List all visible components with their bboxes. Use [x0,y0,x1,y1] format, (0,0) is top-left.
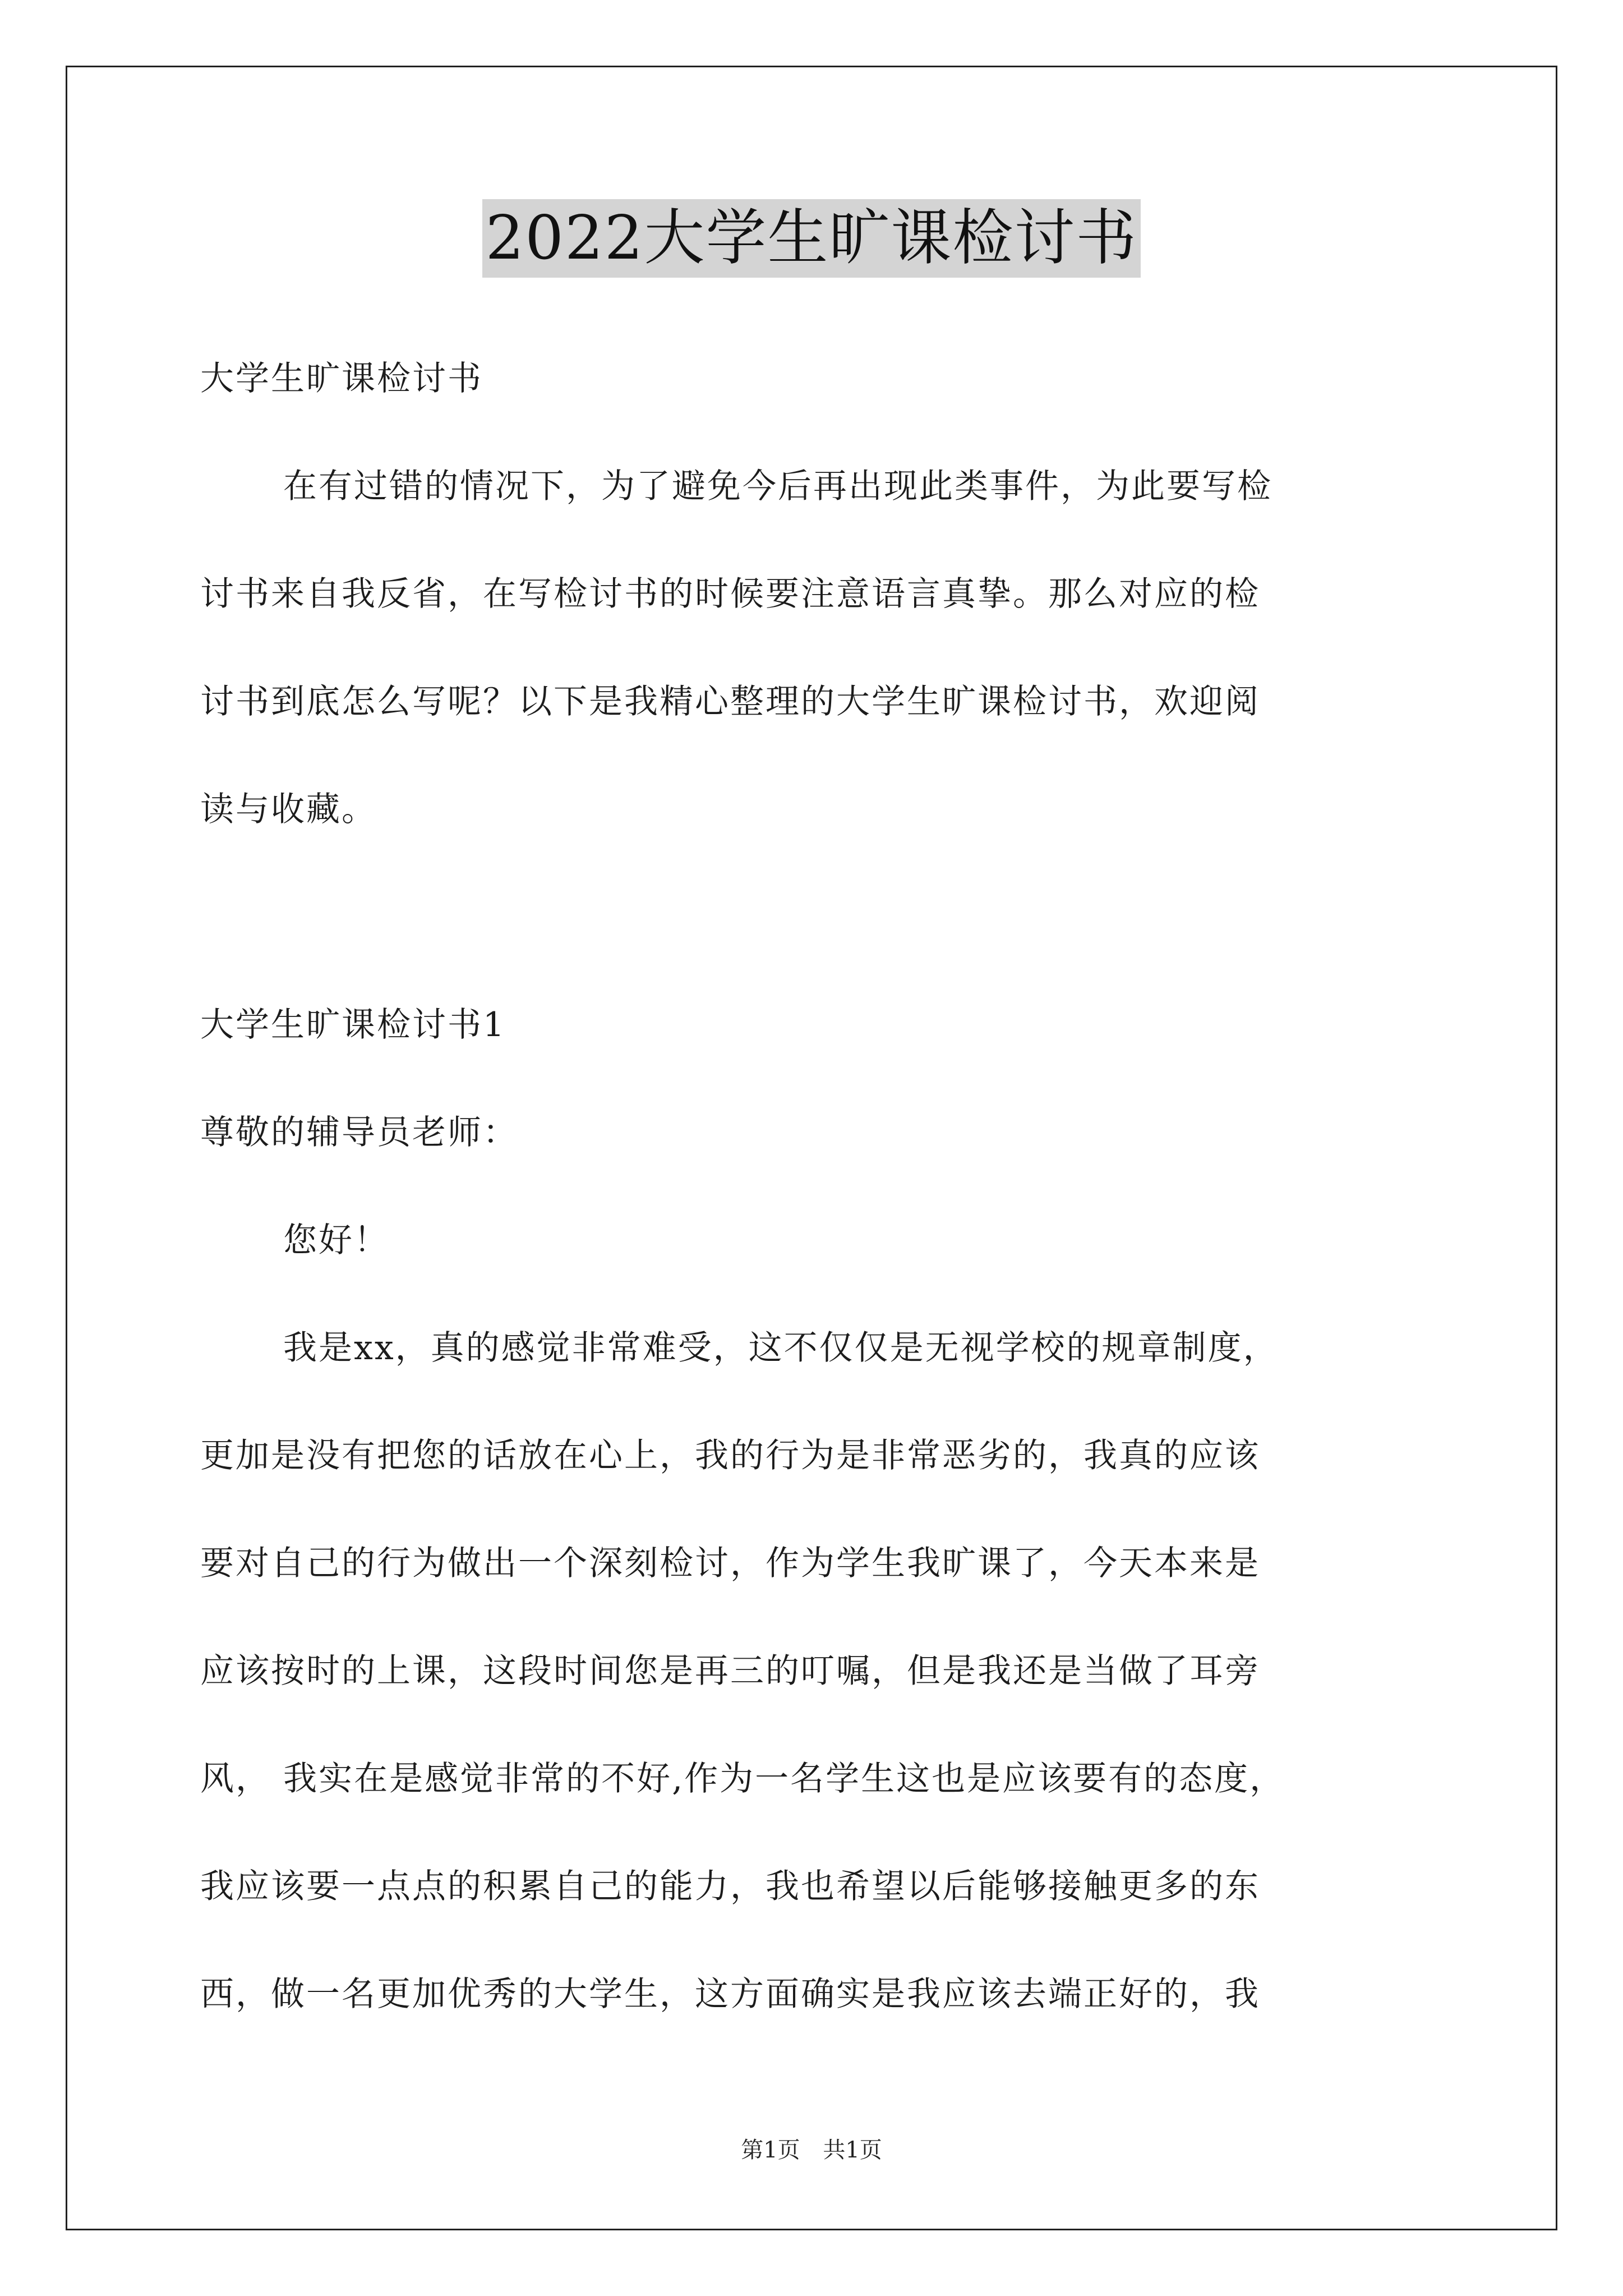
body-line-7: 西，做一名更加优秀的大学生，这方面确实是我应该去端正好的，我 [200,1975,1260,2014]
body-line-3: 要对自己的行为做出一个深刻检讨，作为学生我旷课了，今天本来是 [200,1544,1260,1583]
body-line-5: 风， 我实在是感觉非常的不好,作为一名学生这也是应该要有的态度， [200,1759,1285,1798]
intro-line-2: 讨书来自我反省，在写检讨书的时候要注意语言真挚。那么对应的检 [200,574,1260,614]
salutation: 尊敬的辅导员老师： [200,1113,518,1152]
page-number: 第1页 [741,2137,800,2163]
intro-line-4: 读与收藏。 [200,790,377,829]
letter-heading: 大学生旷课检讨书1 [200,1005,506,1045]
greeting: 您好！ [283,1221,389,1260]
intro-line-3: 讨书到底怎么写呢？以下是我精心整理的大学生旷课检讨书，欢迎阅 [200,682,1260,721]
body-line-1: 我是xx，真的感觉非常难受，这不仅仅是无视学校的规章制度， [283,1328,1279,1368]
page-footer [0,2136,1623,2164]
title-container [0,199,1623,278]
intro-line-1: 在有过错的情况下，为了避免今后再出现此类事件，为此要写检 [283,467,1272,506]
body-line-6: 我应该要一点点的积累自己的能力，我也希望以后能够接触更多的东 [200,1867,1260,1906]
document-title: 2022大学生旷课检讨书 [482,199,1141,278]
body-line-2: 更加是没有把您的话放在心上，我的行为是非常恶劣的，我真的应该 [200,1436,1260,1475]
section-heading: 大学生旷课检讨书 [200,359,483,398]
page-total: 共1页 [823,2137,882,2163]
body-line-4: 应该按时的上课，这段时间您是再三的叮嘱，但是我还是当做了耳旁 [200,1651,1260,1691]
